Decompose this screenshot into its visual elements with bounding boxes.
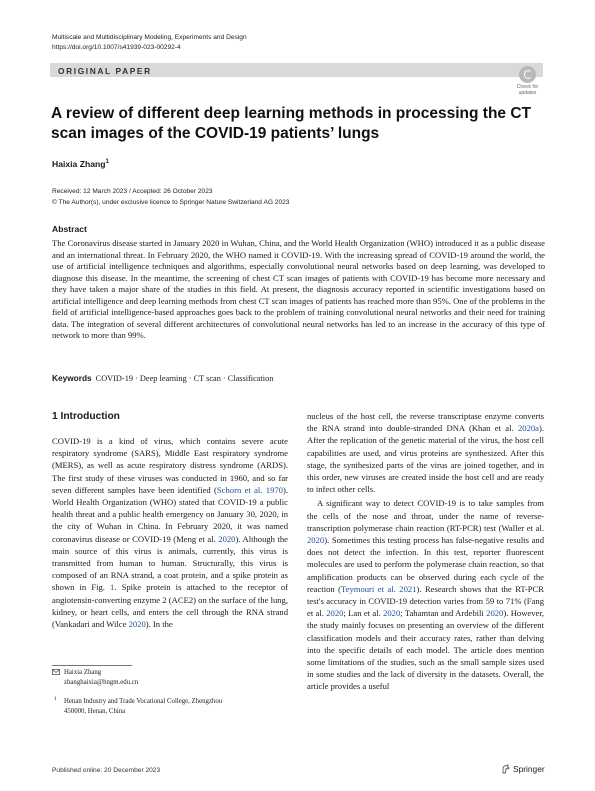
abstract-heading: Abstract [52, 224, 87, 234]
copyright-line: © The Author(s), under exclusive licence to Springer Nature Switzerland AG 2023 [52, 198, 290, 206]
text-run: ). World Health Organization (WHO) stated that COVID-19 a public health threat and a public health emergency on January 30, 2020, in the city of Wuhan in China. In February 2020, it was named coronavirus disease or COVID-19 (Meng et al. [52, 484, 288, 544]
abstract-body: The Coronavirus disease started in January 2020 in Wuhan, China, and the World Health Organization (WHO) introduced it as a public disease and an international threat. In February 2020, the WHO named it COVID-19. With the increasing spread of COVID-19 around the world, the use of artificial intelligence techniques and algorithms, especially convolutional neural networks based on deep learning, was developed to diagnose this disease. In the meantime, the screening of chest CT scan images of patients with COVID-19 has become more necessary and they have taken a major share of the studies in this field. At present, the diagnosis accuracy reported in scientific investigations based on artificial intelligence and deep learning methods from chest CT scan images of patients has reached more than 95%. One of the problems in the field of artificial intelligence-based approaches goes back to the problem of training convolutional neural networks and their need for training data. The integration of several different architectures of convolutional neural networks has led to an increase in the accuracy of this type of network to more than 99%. [52, 238, 545, 341]
citation-link[interactable]: 2020 [218, 533, 236, 544]
publisher-name: Springer [513, 764, 545, 774]
author-email[interactable]: zhanghaixia@hngm.edu.cn [64, 678, 139, 686]
text-run: ). Although the main source of this virus is animals, currently, this virus is transmitted from human to human. Structurally, this virus is composed of an RNA strand, a coat protein, and a spike protein as shown in Fig. [52, 533, 288, 593]
correspondence [64, 668, 138, 687]
badge-line-1: Check for [516, 84, 539, 90]
check-for-updates-icon [519, 66, 536, 83]
citation-link[interactable]: Schorn et al. 1970 [216, 484, 283, 495]
corresponding-author: Haixia Zhang [64, 669, 102, 676]
journal-name: Multiscale and Multidisciplinary Modeling, Experiments and Design [52, 34, 247, 41]
author-affiliation-mark: 1 [105, 159, 109, 166]
badge-line-2: updates [518, 90, 537, 96]
journal-doi[interactable]: https://doi.org/10.1007/s41939-023-00292-4 [52, 43, 181, 51]
text-run: nucleus of the host cell, the reverse transcriptase enzyme converts the RNA strand into double-stranded DNA (Khan et al. [307, 411, 544, 434]
citation-link[interactable]: 2020 [307, 535, 325, 546]
paragraph [307, 410, 544, 495]
springer-horse-icon [501, 764, 510, 774]
text-run: ). After the replication of the genetic material of the virus, the host cell capabilities are used, and virus proteins are synthesized. After this stage, the synthesized parts of the virus are joined together, and in this order, new viruses are created inside the host cell and are ready to infect other cells. [307, 423, 544, 495]
citation-link[interactable]: 2020 [486, 608, 504, 619]
figure-link[interactable]: 1 [110, 582, 115, 593]
right-column [307, 410, 544, 693]
author-line [52, 159, 109, 169]
article-title: A review of different deep learning methods in processing the CT scan images of the COVID-19 patients’ lungs [51, 105, 532, 142]
left-column [52, 435, 288, 630]
received-accepted: Received: 12 March 2023 / Accepted: 26 October 2023 [52, 188, 213, 195]
paragraph [52, 435, 288, 630]
paragraph [307, 497, 544, 692]
affiliation-text: Henan Industry and Trade Vocational College, Zhengzhou 450000, Henan, China [64, 698, 223, 715]
citation-link[interactable]: 2020 [326, 608, 344, 619]
check-for-updates-badge[interactable] [511, 66, 544, 100]
citation-link[interactable]: Teymouri et al. 2021 [341, 583, 417, 594]
text-run: ). Research shows that the RT-PCR test's accuracy in COVID-19 detection varies from 59 to 71% (Fang et al. [307, 583, 544, 619]
publisher-logo [501, 764, 545, 774]
citation-link[interactable]: 2020 [383, 608, 401, 619]
affiliation-number: 1 [54, 696, 57, 702]
footnote-divider [52, 665, 132, 666]
keywords-label: Keywords [52, 373, 92, 383]
text-run: A significant way to detect COVID-19 is to take samples from the cells of the nose and throat, under the name of reverse-transcription polymerase chain reaction (RT-PCR) test (Waller et al. [307, 498, 544, 533]
section-heading: 1 Introduction [52, 411, 120, 422]
text-run: COVID-19 is a kind of virus, which contains severe acute respiratory syndrome (SARS), Middle East respiratory syndrome (MERS), as well as acute respiratory distress syndrome (ARDS). The first study of these viruses was conducted in 1960, and so far seven different samples have been identified ( [52, 436, 288, 495]
text-run: ). However, the study mainly focuses on presenting an overview of the different classification models and their accuracy rates, rather than delving into the specific details of each model. The article does mention some limitations of the studies, such as the small sample sizes used in some studies and the lack of diversity in the datasets. Overall, the article provides a useful [307, 608, 544, 692]
citation-link[interactable]: 2020 [128, 619, 146, 630]
published-online: Published online: 20 December 2023 [52, 767, 161, 774]
text-run: ). In the [145, 619, 173, 630]
envelope-icon [52, 669, 60, 675]
text-run: ; Tahamtan and Ardebili [400, 608, 487, 619]
author-name[interactable]: Haixia Zhang [52, 159, 106, 169]
keywords-text: COVID-19 · Deep learning · CT scan · Classification [95, 374, 274, 383]
keywords-line [52, 373, 273, 383]
journal-header [52, 33, 247, 52]
article-dates [52, 187, 289, 208]
text-run: ; Lan et al. [343, 608, 384, 619]
article-type-label: ORIGINAL PAPER [58, 66, 152, 76]
text-run: . Spike protein is attached to the receptor of angiotensin-converting enzyme 2 (ACE2) on the surface of the lung, kidney, or heart cells, and enters the cell through the RNA strand (Vankadari and Wilce [52, 582, 288, 630]
text-run: ). Sometimes this testing process has false-negative results and does not detect the infection. In this test, reporter fluorescent molecules are used to perform the polymerase chain reaction, so that amplification products can be observed during each cycle of the reaction ( [307, 535, 544, 594]
citation-link[interactable]: 2020a [517, 423, 539, 434]
